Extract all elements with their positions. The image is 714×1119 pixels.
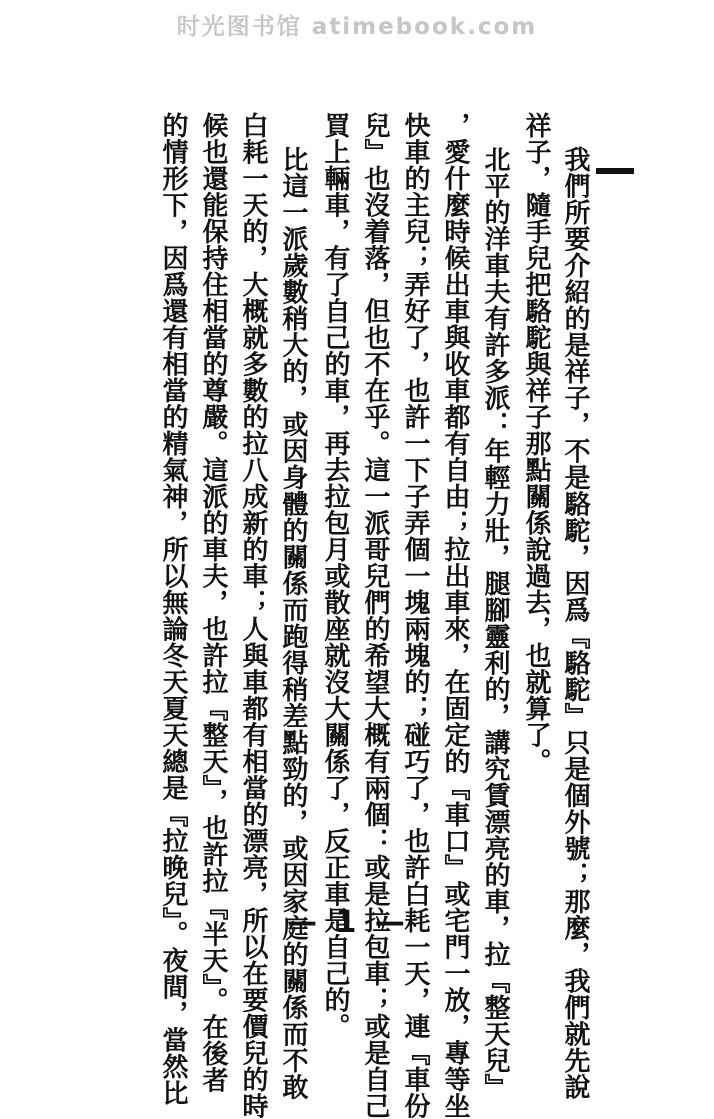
text-column-5: 快車的主兒；弄好了，也許一下子弄個一塊兩塊的；碰巧了，也許白耗一天，連『車份 xyxy=(400,112,430,1119)
text-column-1: 我們所要介紹的是祥子，不是駱駝，因爲『駱駝』只是個外號；那麼，我們就先說 xyxy=(560,146,590,1100)
text-column-9: 白耗一天的，大概就多數的拉八成新的車；人與車都有相當的漂亮，所以在要價兒的時 xyxy=(238,112,268,1119)
text-column-11: 的情形下，因爲還有相當的精氣神，所以無論冬天夏天總是『拉晚兒』。夜間，當然比 xyxy=(158,112,188,1106)
text-column-4: ，愛什麼時候出車與收車都有自由；拉出車來，在固定的『車口』或宅門一放，專等坐 xyxy=(440,112,470,1119)
chapter-one-mark xyxy=(596,168,634,174)
text-column-6: 兒』也沒着落，但也不在乎。這一派哥兒們的希望大概有兩個：或是拉包車；或是自己 xyxy=(360,112,390,1119)
text-column-7: 買上輛車，有了自己的車，再去拉包月或散座就沒大關係了，反正車是自己的。 xyxy=(320,112,350,1040)
watermark: 时光图书馆 atimebook.com xyxy=(176,14,538,40)
page-number: — 1 — xyxy=(287,905,409,940)
text-column-3: 北平的洋車夫有許多派：年輕力壯，腿腳靈利的，講究賃漂亮的車，拉『整天兒』 xyxy=(480,146,510,1100)
text-column-8: 比這一派歲數稍大的，或因身體的關係而跑得稍差點勁的，或因家庭的關係而不敢 xyxy=(278,146,308,1100)
text-column-10: 候也還能保持住相當的尊嚴。這派的車夫，也許拉『整天』，也許拉『半天』。在後者 xyxy=(198,112,228,1093)
text-column-2: 祥子，隨手兒把駱駝與祥子那點關係說過去，也就算了。 xyxy=(521,112,551,775)
